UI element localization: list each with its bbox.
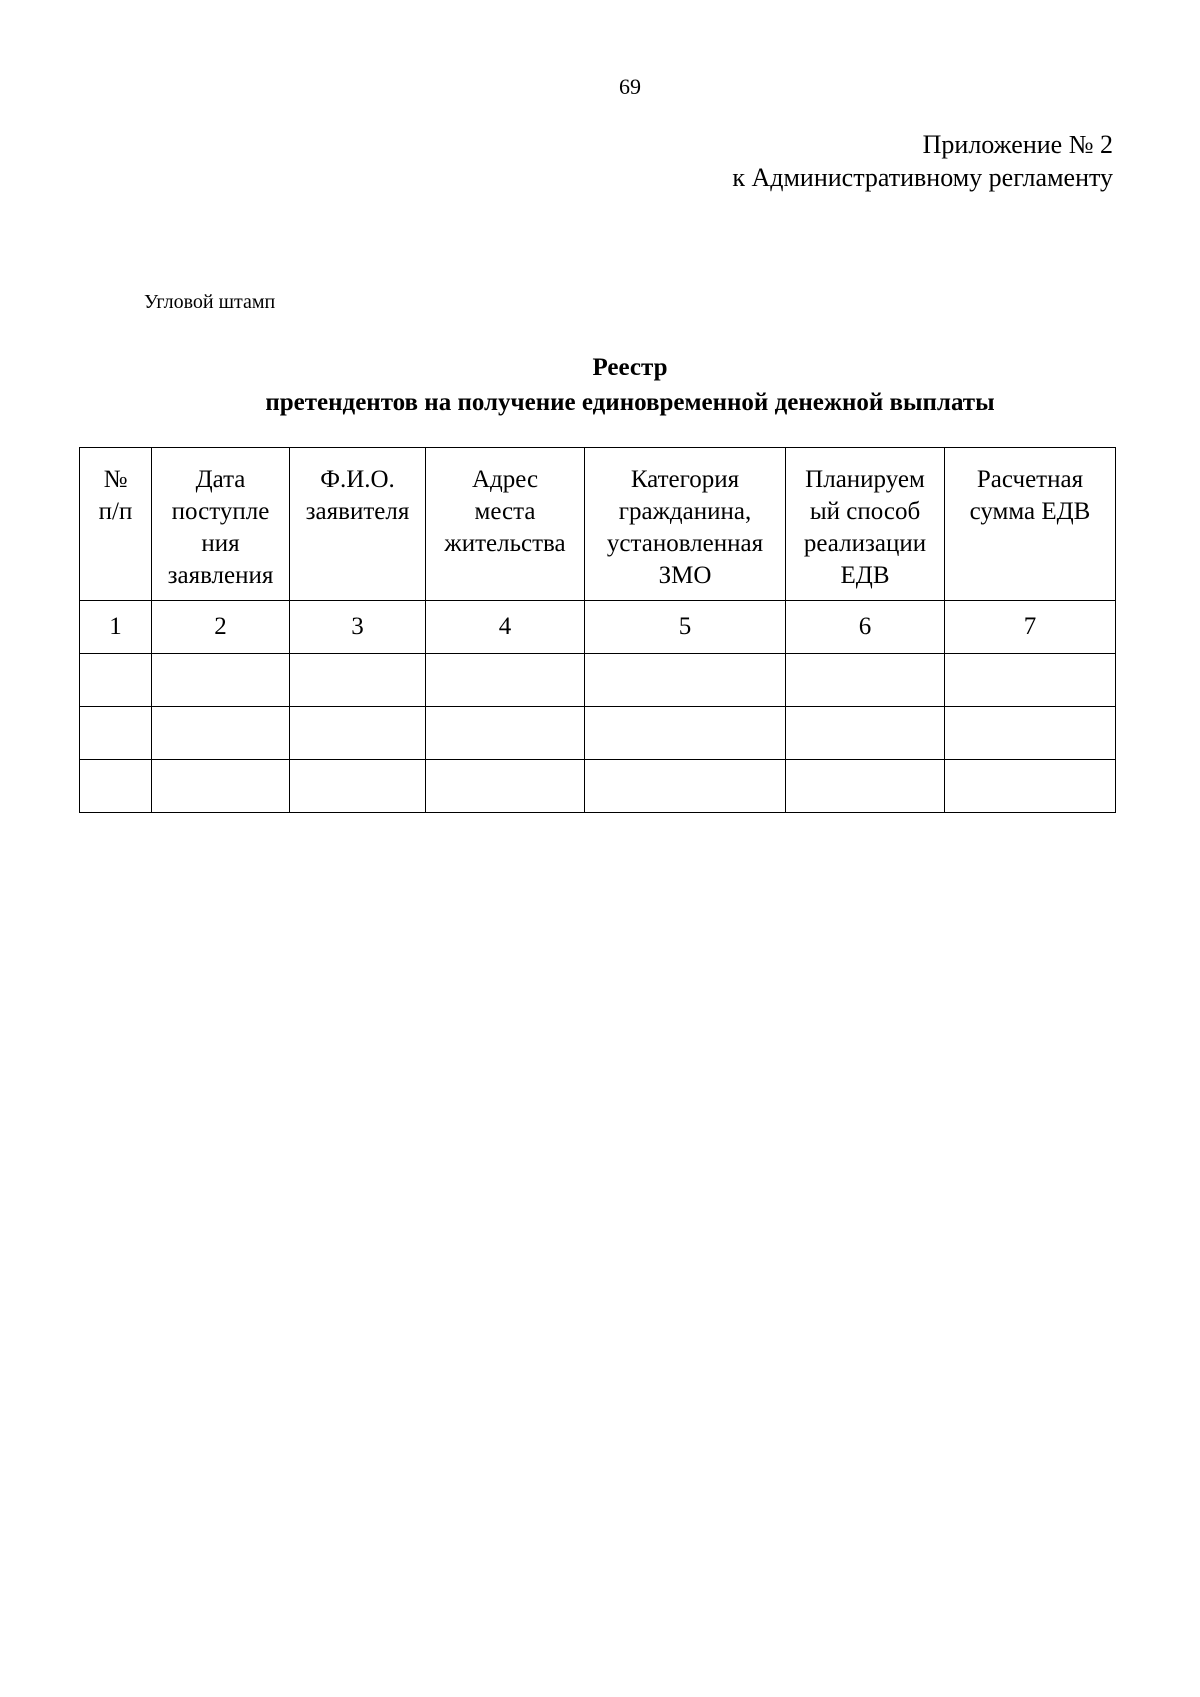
header-cell-category: Категория гражданина, установленная ЗМО <box>585 448 786 601</box>
table-header-row <box>80 448 1116 601</box>
empty-cell <box>945 760 1116 813</box>
empty-cell <box>945 707 1116 760</box>
header-cell-address: Адрес места жительства <box>426 448 585 601</box>
empty-cell <box>290 707 426 760</box>
empty-cell <box>290 654 426 707</box>
empty-cell <box>585 707 786 760</box>
appendix-line-1: Приложение № 2 <box>922 130 1113 159</box>
title-line-1: Реестр <box>592 354 668 381</box>
table-row <box>80 707 1116 760</box>
corner-stamp-label: Угловой штамп <box>144 291 276 313</box>
column-number-row <box>80 601 1116 654</box>
column-number-cell: 2 <box>152 601 290 654</box>
header-cell-amount: Расчетная сумма ЕДВ <box>945 448 1116 601</box>
appendix-line-2: к Административному регламенту <box>732 163 1113 192</box>
empty-cell <box>426 760 585 813</box>
empty-cell <box>426 654 585 707</box>
empty-cell <box>786 707 945 760</box>
appendix-reference <box>732 128 1113 194</box>
header-cell-name: Ф.И.О. заявителя <box>290 448 426 601</box>
empty-cell <box>290 760 426 813</box>
header-cell-method: Планируем ый способ реализации ЕДВ <box>786 448 945 601</box>
column-number-cell: 1 <box>80 601 152 654</box>
table-row <box>80 760 1116 813</box>
empty-cell <box>80 707 152 760</box>
column-number-cell: 7 <box>945 601 1116 654</box>
empty-cell <box>80 760 152 813</box>
empty-cell <box>152 707 290 760</box>
header-cell-date: Дата поступле ния заявления <box>152 448 290 601</box>
column-number-cell: 4 <box>426 601 585 654</box>
empty-cell <box>152 760 290 813</box>
registry-table <box>79 447 1116 813</box>
header-cell-number: № п/п <box>80 448 152 601</box>
title-line-2: претендентов на получение единовременной денежной выплаты <box>265 389 995 416</box>
empty-cell <box>786 654 945 707</box>
column-number-cell: 5 <box>585 601 786 654</box>
document-title <box>0 350 1200 420</box>
empty-cell <box>152 654 290 707</box>
empty-cell <box>585 654 786 707</box>
page-number: 69 <box>619 74 641 99</box>
empty-cell <box>585 760 786 813</box>
empty-cell <box>80 654 152 707</box>
column-number-cell: 6 <box>786 601 945 654</box>
table-row <box>80 654 1116 707</box>
column-number-cell: 3 <box>290 601 426 654</box>
empty-cell <box>786 760 945 813</box>
empty-cell <box>945 654 1116 707</box>
empty-cell <box>426 707 585 760</box>
